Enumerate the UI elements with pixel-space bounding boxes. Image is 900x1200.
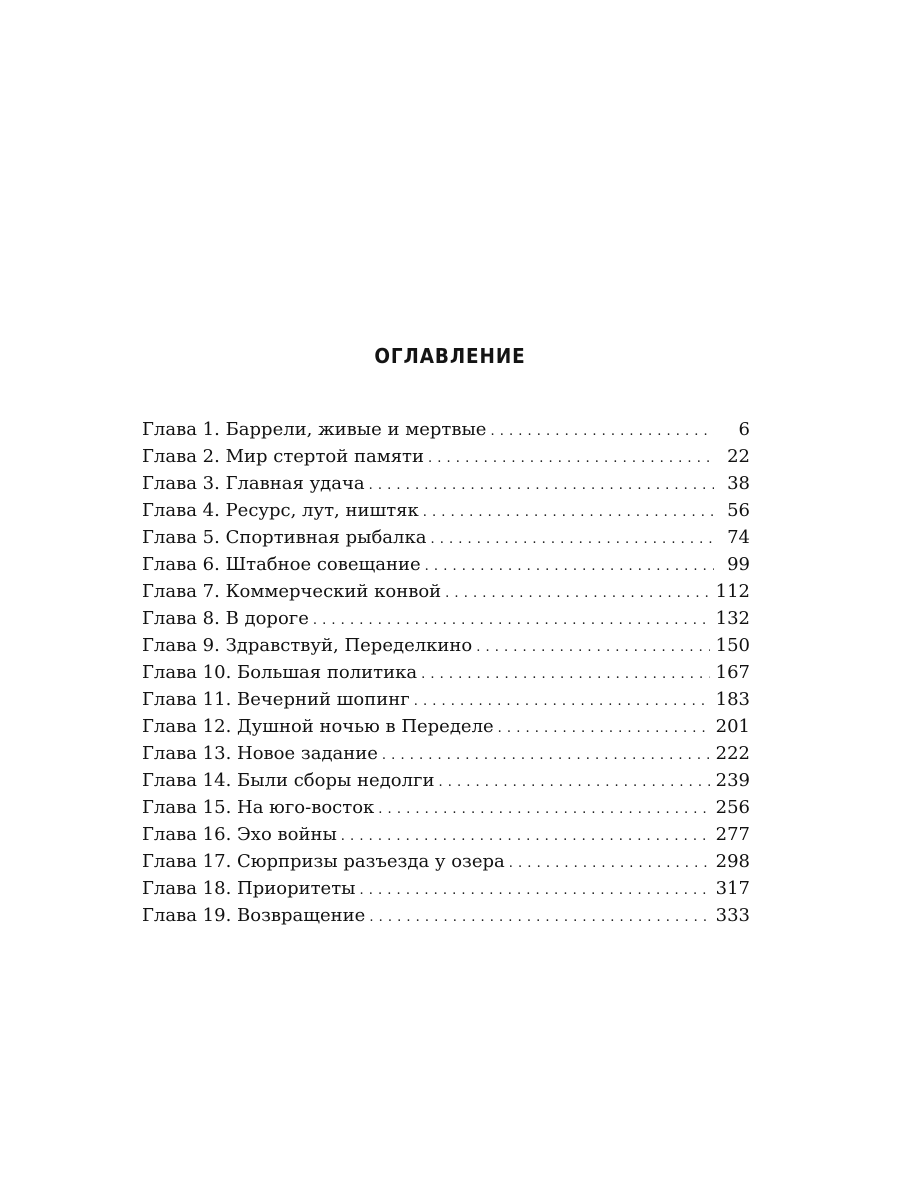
chapter-title: Глава 8. В дороге [142,608,309,629]
chapter-title: Глава 6. Штабное совещание [142,554,421,575]
dot-leader [382,740,710,769]
chapter-title: Глава 13. Новое задание [142,743,378,764]
dot-leader [498,713,710,742]
page-number: 333 [715,905,750,926]
toc-entry[interactable] [142,686,750,713]
dot-leader [428,443,714,472]
toc-entry[interactable] [142,443,750,470]
dot-leader [490,416,714,445]
chapter-title: Глава 1. Баррели, живые и мертвые [142,419,487,440]
toc-entry[interactable] [142,524,750,551]
page-number: 201 [715,716,750,737]
toc-entry[interactable] [142,848,750,875]
toc-entry[interactable] [142,875,750,902]
page-number: 6 [738,419,750,440]
toc-entry[interactable] [142,713,750,740]
dot-leader [369,902,709,931]
page-number: 99 [727,554,750,575]
chapter-title: Глава 16. Эхо войны [142,824,337,845]
toc-entry[interactable] [142,632,750,659]
dot-leader [378,794,709,823]
chapter-title: Глава 19. Возвращение [142,905,366,926]
dot-leader [423,497,714,526]
toc-entry[interactable] [142,740,750,767]
chapter-title: Глава 3. Главная удача [142,473,365,494]
page-number: 222 [715,743,750,764]
chapter-title: Глава 9. Здравствуй, Переделкино [142,635,473,656]
toc-entry[interactable] [142,416,750,443]
page-number: 38 [727,473,750,494]
chapter-title: Глава 4. Ресурс, лут, ништяк [142,500,419,521]
chapter-title: Глава 14. Были сборы недолги [142,770,435,791]
chapter-title: Глава 12. Душной ночью в Переделе [142,716,494,737]
chapter-title: Глава 17. Сюрпризы разъезда у озера [142,851,505,872]
page-number: 74 [727,527,750,548]
page-number: 256 [715,797,750,818]
table-of-contents [142,416,750,929]
dot-leader [313,605,710,634]
toc-entry[interactable] [142,821,750,848]
toc-entry[interactable] [142,578,750,605]
toc-entry[interactable] [142,794,750,821]
page-number: 277 [715,824,750,845]
chapter-title: Глава 18. Приоритеты [142,878,356,899]
chapter-title: Глава 11. Вечерний шопинг [142,689,410,710]
toc-entry[interactable] [142,659,750,686]
chapter-title: Глава 5. Спортивная рыбалка [142,527,427,548]
dot-leader [430,524,714,553]
dot-leader [425,551,714,580]
dot-leader [509,848,710,877]
page-number: 239 [715,770,750,791]
toc-entry[interactable] [142,767,750,794]
chapter-title: Глава 2. Мир стертой памяти [142,446,425,467]
dot-leader [341,821,710,850]
toc-entry[interactable] [142,605,750,632]
page-number: 132 [715,608,750,629]
page-number: 167 [715,662,750,683]
page-number: 22 [727,446,750,467]
page-number: 56 [727,500,750,521]
page-number: 150 [715,635,750,656]
toc-entry[interactable] [142,470,750,497]
dot-leader [369,470,714,499]
page-number: 183 [715,689,750,710]
toc-entry[interactable] [142,497,750,524]
dot-leader [476,632,709,661]
dot-leader [438,767,709,796]
dot-leader [414,686,710,715]
page-number: 112 [715,581,750,602]
chapter-title: Глава 15. На юго-восток [142,797,375,818]
toc-heading: ОГЛАВЛЕНИЕ [374,344,526,368]
page-number: 298 [715,851,750,872]
chapter-title: Глава 7. Коммерческий конвой [142,581,442,602]
dot-leader [445,578,709,607]
chapter-title: Глава 10. Большая политика [142,662,418,683]
toc-entry[interactable] [142,902,750,929]
toc-entry[interactable] [142,551,750,578]
dot-leader [360,875,710,904]
page-number: 317 [715,878,750,899]
dot-leader [421,659,710,688]
